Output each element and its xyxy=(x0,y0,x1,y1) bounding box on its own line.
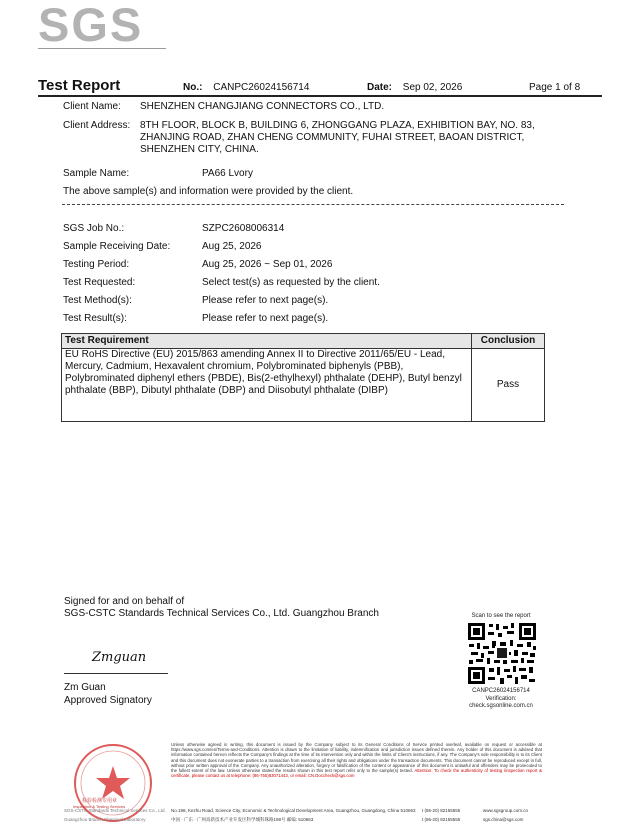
signatory-title: Approved Signatory xyxy=(64,695,152,706)
test-methods-value: Please refer to next page(s). xyxy=(202,295,329,306)
signing-company: SGS-CSTC Standards Technical Services Co., Ltd. Guangzhou Branch xyxy=(64,608,379,619)
header-rule xyxy=(38,95,602,97)
stamp-lab: Guangzhou Branch Chemical Laboratory xyxy=(64,817,146,822)
client-address-label: Client Address: xyxy=(63,120,131,131)
footer-address-en: No.198, Kezhu Road, Science City, Economic & Technological Development Area, Guangzhou, Guangdong, China 510663 xyxy=(171,808,416,813)
testing-period-value: Aug 25, 2026 ~ Sep 01, 2026 xyxy=(202,259,333,270)
dashed-separator xyxy=(62,204,564,205)
report-number-label: No.: xyxy=(183,82,203,93)
logo-text: SGS xyxy=(38,0,144,51)
client-address-line-1: 8TH FLOOR, BLOCK B, BUILDING 6, ZHONGGANG PLAZA, EXHIBITION BAY, NO. 83, xyxy=(140,120,535,131)
report-number-value: CANPC26024156714 xyxy=(213,82,310,93)
verification-label: Verification: xyxy=(485,696,517,702)
report-date xyxy=(367,82,462,93)
disclaimer-text: Unless otherwise agreed in writing, this document is issued by the Company subject to its General Conditions of Service printed overleaf, available on request or accessible at https://www.sgs.com/en/Terms-and-Conditions. Attention is drawn to the limitation of liability, indemnification and jurisdiction issues defined therein. Any holder of this document is advised that information contained hereon reflects the Company's findings at the time of its intervention only and within the limits of Client's instructions, if any. The Company's sole responsibility is to its Client and this document does not exonerate parties to a transaction from exercising all their rights and obligations under the transaction documents. This document cannot be reproduced except in full, without prior written approval of the Company. Any unauthorized alteration, forgery or falsification of the content or appearance of this document is unlawful and offenders may be prosecuted to the fullest extent of the law. Unless otherwise stated the results shown in this test report refer only to the sample(s) tested. xyxy=(171,742,542,774)
testing-period-label: Testing Period: xyxy=(63,259,130,270)
report-date-label: Date: xyxy=(367,82,393,93)
receiving-date-label: Sample Receiving Date: xyxy=(63,241,171,252)
table-header-row xyxy=(62,334,545,349)
logo-underline xyxy=(38,48,166,49)
page-number: Page 1 of 8 xyxy=(529,82,581,93)
client-address-line-3: SHENZHEN CITY, CHINA. xyxy=(140,144,259,155)
job-number-label: SGS Job No.: xyxy=(63,223,125,234)
requirement-column-header: Test Requirement xyxy=(62,334,472,349)
job-number-value: SZPC2608006314 xyxy=(202,223,285,234)
footer-telephone-2: t (86-20) 82155555 xyxy=(422,817,461,822)
test-methods-label: Test Method(s): xyxy=(63,295,132,306)
footer-website[interactable]: www.sgsgroup.com.cn xyxy=(483,808,529,813)
receiving-date-value: Aug 25, 2026 xyxy=(202,241,262,252)
authenticity-notice: Attention: To check the authenticity of testing /inspection report & certificate, please contact us at telephone: (86-755)83071443, or email: CN.Doccheck@sgs.com xyxy=(171,768,543,779)
report-date-value: Sep 02, 2026 xyxy=(402,82,463,93)
verification-site[interactable]: check.sgsonline.com.cn xyxy=(469,703,533,709)
conclusion-column-header: Conclusion xyxy=(472,334,545,349)
qr-code-icon[interactable] xyxy=(467,622,537,685)
footer-address-cn: 中国 · 广东 · 广州高新技术产业开发区科学城科珠路198号 邮编: 510663 xyxy=(171,817,314,822)
conclusion-cell: Pass xyxy=(472,349,545,422)
test-requirement-table xyxy=(61,333,545,422)
sample-note: The above sample(s) and information were provided by the client. xyxy=(63,186,354,197)
stamp-label-en: Inspection & Testing Services xyxy=(73,804,126,809)
table-row xyxy=(62,349,545,422)
signatory-name: Zm Guan xyxy=(64,682,106,693)
test-requested-label: Test Requested: xyxy=(63,277,136,288)
verification-code: CANPC26024156714 xyxy=(472,688,530,694)
handwritten-signature: Zmguan xyxy=(92,650,147,665)
sgs-logo xyxy=(38,2,168,52)
requirement-cell: EU RoHS Directive (EU) 2015/863 amending Annex II to Directive 2011/65/EU - Lead, Mercury, Cadmium, Hexavalent chromium, Polybrominated biphenyls (PBB), Polybrominated diphenyl ethers (PBDE), Bis(2-ethylhexyl) phthalate (DEHP), Butyl benzyl phthalate (BBP), Dibutyl phthalate (DBP) and Diisobutyl phthalate (DIBP) xyxy=(62,349,472,422)
stamp-company: SGS-CSTC Standards Technical Services Co., Ltd. xyxy=(64,808,166,813)
client-address-line-2: ZHANJING ROAD, ZHAN CHENG COMMUNITY, FUHAI STREET, BAOAN DISTRICT, xyxy=(140,132,525,143)
scan-label: Scan to see the report xyxy=(471,613,531,619)
client-name-label: Client Name: xyxy=(63,101,121,112)
client-name-value: SHENZHEN CHANGJIANG CONNECTORS CO., LTD. xyxy=(140,101,385,112)
footer-telephone-1: t (86-20) 82155555 xyxy=(422,808,461,813)
signed-on-behalf: Signed for and on behalf of xyxy=(64,596,185,607)
test-requested-value: Select test(s) as requested by the client. xyxy=(202,277,380,288)
footer-email[interactable]: sgs.china@sgs.com xyxy=(483,817,524,822)
legal-disclaimer xyxy=(171,742,542,778)
stamp-label: 检验检测专用章 xyxy=(82,798,118,804)
report-title: Test Report xyxy=(38,77,121,94)
test-results-label: Test Result(s): xyxy=(63,313,127,324)
report-number xyxy=(183,82,309,93)
test-results-value: Please refer to next page(s). xyxy=(202,313,329,324)
sample-name-label: Sample Name: xyxy=(63,168,130,179)
sample-name-value: PA66 Lvory xyxy=(202,168,253,179)
signature-line xyxy=(64,673,168,674)
